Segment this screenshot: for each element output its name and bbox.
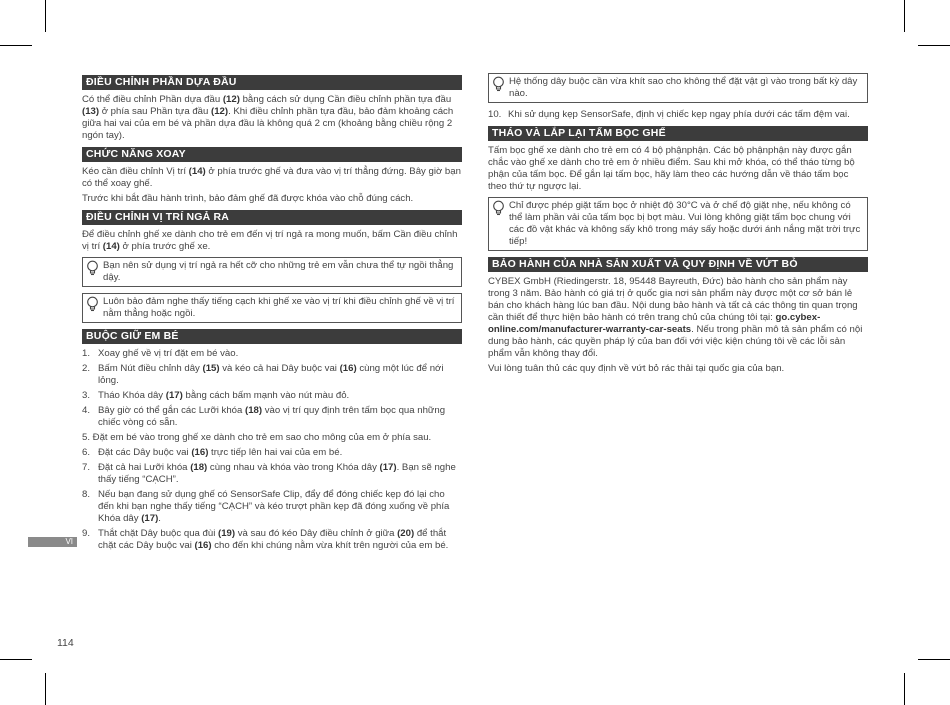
lightbulb-icon (492, 200, 505, 216)
note-box (82, 293, 462, 323)
lightbulb-icon (492, 76, 505, 92)
list-item: 8. Nếu bạn đang sử dụng ghế có SensorSafe Clip, đẩy để đóng chiếc kẹp đó lại cho đến khi bạn nghe thấy tiếng “CẠCH” và kéo trượt phần kẹp đã đóng xuống về phía Khóa dây (17). (82, 489, 450, 524)
right-column (488, 73, 868, 378)
note-box (488, 73, 868, 103)
list-item: 6. Đặt các Dây buộc vai (16) trực tiếp lên hai vai của em bé. (82, 447, 343, 458)
note-box (488, 197, 868, 251)
note-text: Luôn bảo đảm nghe thấy tiếng cạch khi ghế xe vào vị trí khi điều chỉnh ghế về vị trí nằm thẳng hoặc ngồi. (103, 296, 455, 319)
section-heading: BUỘC GIỮ EM BÉ (82, 329, 462, 344)
paragraph: Có thể điều chỉnh Phần dựa đầu (12) bằng cách sử dụng Cần điều chỉnh phần tựa đầu (13) ở phía sau Phần tựa đầu (12). Khi điều chỉnh phần tựa đầu, bảo đảm khoảng cách giữa hai vai của em bé và phần dựa đầu là không quá 2 cm (khoảng bằng chiều rộng 2 ngón tay). (82, 94, 454, 141)
paragraph: Trước khi bắt đầu hành trình, bảo đảm ghế đã được khóa vào chỗ đúng cách. (82, 193, 414, 204)
lightbulb-icon (86, 296, 99, 312)
paragraph: Để điều chỉnh ghế xe dành cho trẻ em đến vị trí ngả ra mong muốn, bấm Cần điều chỉnh vị trí (14) ở phía trước ghế xe. (82, 229, 458, 252)
crop-mark (0, 659, 32, 660)
language-tab: VI (28, 537, 77, 547)
paragraph: CYBEX GmbH (Riedingerstr. 18, 95448 Bayreuth, Đức) bảo hành cho sản phẩm này trong 3 năm. Bảo hành có giá trị ở quốc gia nơi sản phẩm này được một cơ sở bán lẻ bán cho khách hàng lúc ban đầu. Nội dung bảo hành và tất cả các thông tin quan trọng cần thiết để thực hiện bảo hành có trên trang chủ của chúng tôi tại: go.cybex-online.com/manufacturer-warranty-car-seats. Nếu trong phần mô tả sản phẩm có nội dung bảo hành, các quyền pháp lý của ban đối với việc kiện chúng tôi về các lỗi sản phẩm vẫn không thay đổi. (488, 276, 863, 359)
crop-mark (45, 673, 46, 705)
list-item: 7. Đặt cả hai Lưỡi khóa (18) cùng nhau và khóa vào trong Khóa dây (17). Bạn sẽ nghe thấy tiếng “CẠCH”. (82, 462, 456, 485)
crop-mark (918, 659, 950, 660)
page-number: 114 (57, 637, 74, 649)
note-text: Hệ thống dây buộc cần vừa khít sao cho không thể đặt vật gì vào trong bất kỳ dây nào. (509, 76, 858, 99)
left-column (82, 70, 462, 555)
section-heading: CHỨC NĂNG XOAY (82, 147, 462, 162)
note-text: Bạn nên sử dụng vị trí ngả ra hết cỡ cho những trẻ em vẫn chưa thể tự ngồi thẳng dậy. (103, 260, 454, 283)
section-heading: BẢO HÀNH CỦA NHÀ SẢN XUẤT VÀ QUY ĐỊNH VỀ VỨT BỎ (488, 257, 868, 272)
warranty-link[interactable]: go.cybex-online.com/manufacturer-warranty-car-seats (488, 312, 821, 335)
list-item: 3. Tháo Khóa dây (17) bằng cách bấm mạnh vào nút màu đỏ. (82, 390, 350, 401)
paragraph: Tấm bọc ghế xe dành cho trẻ em có 4 bộ phậnphận. Các bộ phậnphận này được gắn chắc vào ghế xe dành cho trẻ em ở nhiều điểm. Sau khi mở khóa, có thể tháo từng bộ phận của tấm bọc. Để gắn lại tấm bọc, hãy làm theo các hướng dẫn về tháo tấm bọc theo thứ tự ngược lại. (488, 145, 855, 192)
list-item: 9. Thắt chặt Dây buộc qua đùi (19) và sau đó kéo Dây điều chỉnh ở giữa (20) để thắt chặt các Dây buộc vai (16) cho đến khi chúng nằm vừa khít trên người của em bé. (82, 528, 449, 551)
lightbulb-icon (86, 260, 99, 276)
list-item: 2. Bấm Nút điều chỉnh dây (15) và kéo cả hai Dây buộc vai (16) cùng một lúc để nới lỏng. (82, 363, 444, 386)
crop-mark (904, 0, 905, 32)
paragraph: Kéo cần điều chỉnh Vị trí (14) ở phía trước ghế và đưa vào vị trí thẳng đứng. Bây giờ bạn có thể xoay ghế. (82, 166, 461, 189)
section-heading: THÁO VÀ LẮP LẠI TẤM BỌC GHẾ (488, 126, 868, 141)
list-item: 5. Đặt em bé vào trong ghế xe dành cho trẻ em sao cho mông của em ở phía sau. (82, 432, 432, 443)
steps-list (82, 348, 462, 552)
crop-mark (904, 673, 905, 705)
paragraph: Vui lòng tuân thủ các quy định về vứt bỏ rác thải tại quốc gia của bạn. (488, 363, 785, 374)
list-item: 10. Khi sử dụng kẹp SensorSafe, định vị chiếc kẹp ngay phía dưới các tấm đệm vai. (488, 109, 850, 120)
crop-mark (918, 45, 950, 46)
note-text: Chỉ được phép giặt tấm bọc ở nhiệt độ 30°C và ở chế độ giặt nhẹ, nếu không có thể làm phần vải của tấm bọc bị bợt màu. Vui lòng không giặt tấm bọc chung với các đồ vật khác và không sấy khô trong máy sấy hoặc dưới ánh nắng mặt trời trực tiếp! (509, 200, 861, 247)
list-item: 4. Bây giờ có thể gắn các Lưỡi khóa (18) vào vị trí quy định trên tấm bọc qua những chiếc vòng có sẵn. (82, 405, 446, 428)
section-heading: ĐIỀU CHỈNH VỊ TRÍ NGẢ RA (82, 210, 462, 225)
steps-list (488, 109, 868, 121)
section-heading: ĐIỀU CHỈNH PHẦN DỰA ĐẦU (82, 75, 462, 90)
crop-mark (0, 45, 32, 46)
note-box (82, 257, 462, 287)
crop-mark (45, 0, 46, 32)
list-item: 1. Xoay ghế về vị trí đặt em bé vào. (82, 348, 239, 359)
